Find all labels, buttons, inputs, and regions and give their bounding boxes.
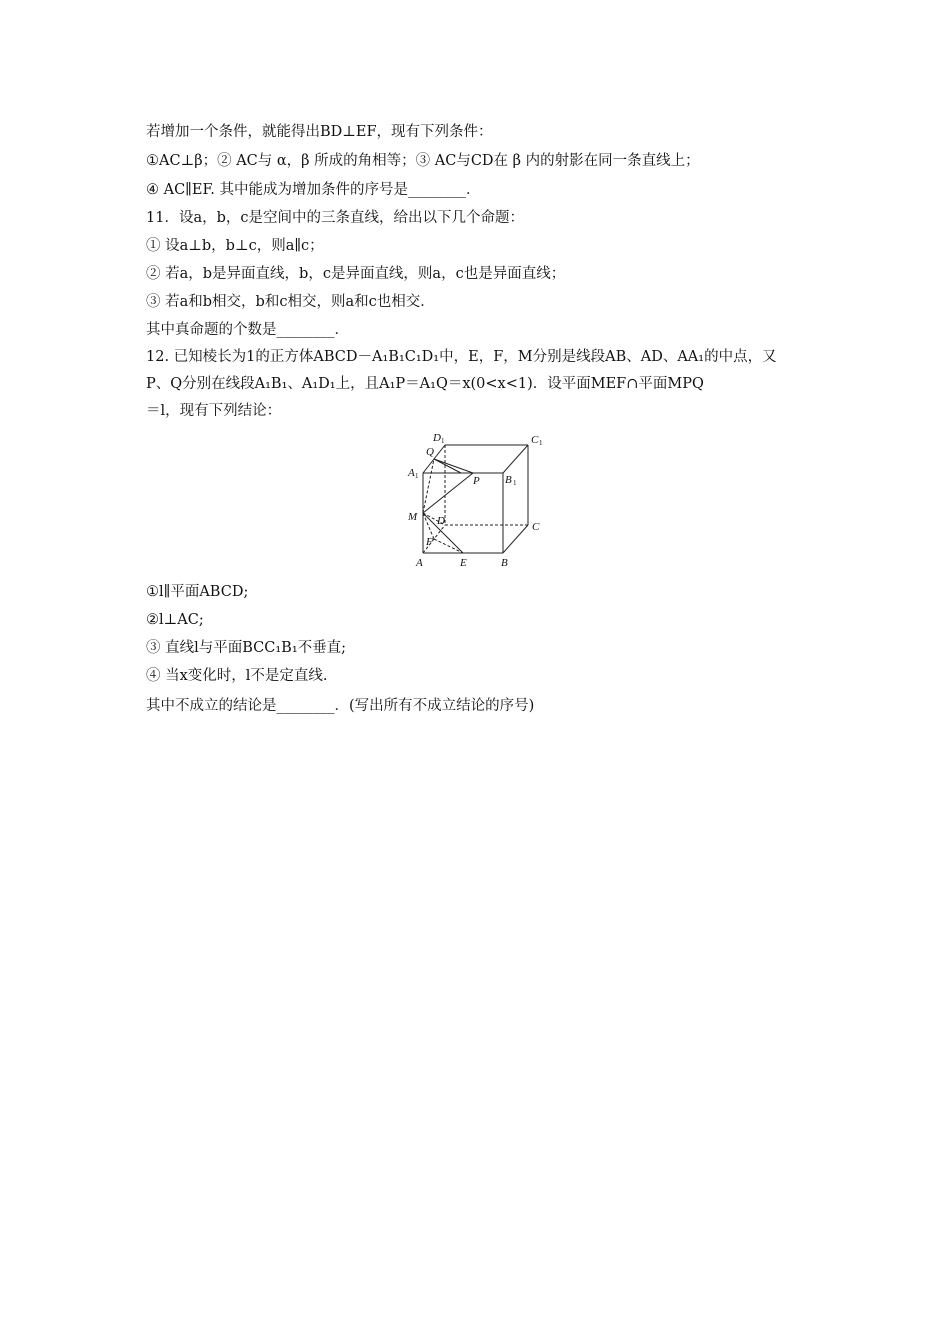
problem-12-stem-2: P、Q分别在线段A₁B₁、A₁D₁上，且A₁P＝A₁Q＝x(0<x<1)．设平面MEF∩平面MPQ bbox=[146, 376, 704, 392]
label-f: F bbox=[426, 536, 433, 548]
segment-q-b1-aux bbox=[434, 459, 461, 473]
label-d1-sub: 1 bbox=[441, 437, 445, 445]
problem-11-item-3: ③ 若a和b相交，b和c相交，则a和c也相交． bbox=[146, 294, 435, 310]
cube-figure bbox=[398, 428, 548, 574]
conclusion-1: ①l∥平面ABCD; bbox=[146, 584, 249, 600]
problem-12-question: 其中不成立的结论是________．(写出所有不成立结论的序号) bbox=[146, 698, 535, 714]
conclusion-4: ④ 当x变化时，l不是定直线. bbox=[146, 668, 328, 684]
problem-12-stem-1: 12. 已知棱长为1的正方体ABCD－A₁B₁C₁D₁中，E，F，M分别是线段AB、AD、AA₁的中点，又 bbox=[146, 349, 777, 365]
label-d1: D bbox=[433, 432, 441, 444]
problem-11-item-1: ① 设a⊥b，b⊥c，则a∥c； bbox=[146, 238, 324, 254]
label-a1: A bbox=[408, 467, 415, 479]
problem-11-item-2: ② 若a，b是异面直线，b，c是异面直线，则a，c也是异面直线； bbox=[146, 266, 566, 282]
edge-b1-c1 bbox=[503, 445, 528, 473]
label-c: C bbox=[532, 521, 540, 533]
label-b1: B bbox=[505, 474, 512, 486]
segment-f-e-hidden bbox=[434, 539, 463, 553]
problem-11-stem: 11．设a，b，c是空间中的三条直线，给出以下几个命题： bbox=[146, 210, 524, 226]
problem-11-question: 其中真命题的个数是________． bbox=[146, 322, 349, 338]
segment-m-p bbox=[423, 473, 473, 513]
label-q: Q bbox=[426, 446, 434, 458]
text-line-3: ④ AC∥EF. 其中能成为增加条件的序号是________． bbox=[146, 182, 481, 198]
segment-q-p bbox=[434, 459, 473, 473]
label-b1-sub: 1 bbox=[513, 479, 517, 487]
label-e: E bbox=[460, 557, 467, 569]
label-b: B bbox=[501, 557, 508, 569]
label-c1-sub: 1 bbox=[539, 439, 543, 447]
text-line-2: ①AC⊥β；② AC与 α，β 所成的角相等；③ AC与CD在 β 内的射影在同一条直线上； bbox=[146, 153, 700, 169]
text-line-1: 若增加一个条件，就能得出BD⊥EF，现有下列条件： bbox=[146, 124, 493, 140]
label-a: A bbox=[416, 557, 423, 569]
label-p: P bbox=[473, 475, 480, 487]
edge-b-c bbox=[503, 525, 528, 553]
label-d: D bbox=[437, 515, 445, 527]
label-a1-sub: 1 bbox=[415, 472, 419, 480]
conclusion-2: ②l⊥AC; bbox=[146, 612, 204, 628]
problem-12-stem-3: ＝l，现有下列结论： bbox=[146, 403, 282, 419]
label-c1: C bbox=[531, 434, 539, 446]
conclusion-3: ③ 直线l与平面BCC₁B₁不垂直; bbox=[146, 640, 347, 656]
label-m: M bbox=[408, 511, 418, 523]
